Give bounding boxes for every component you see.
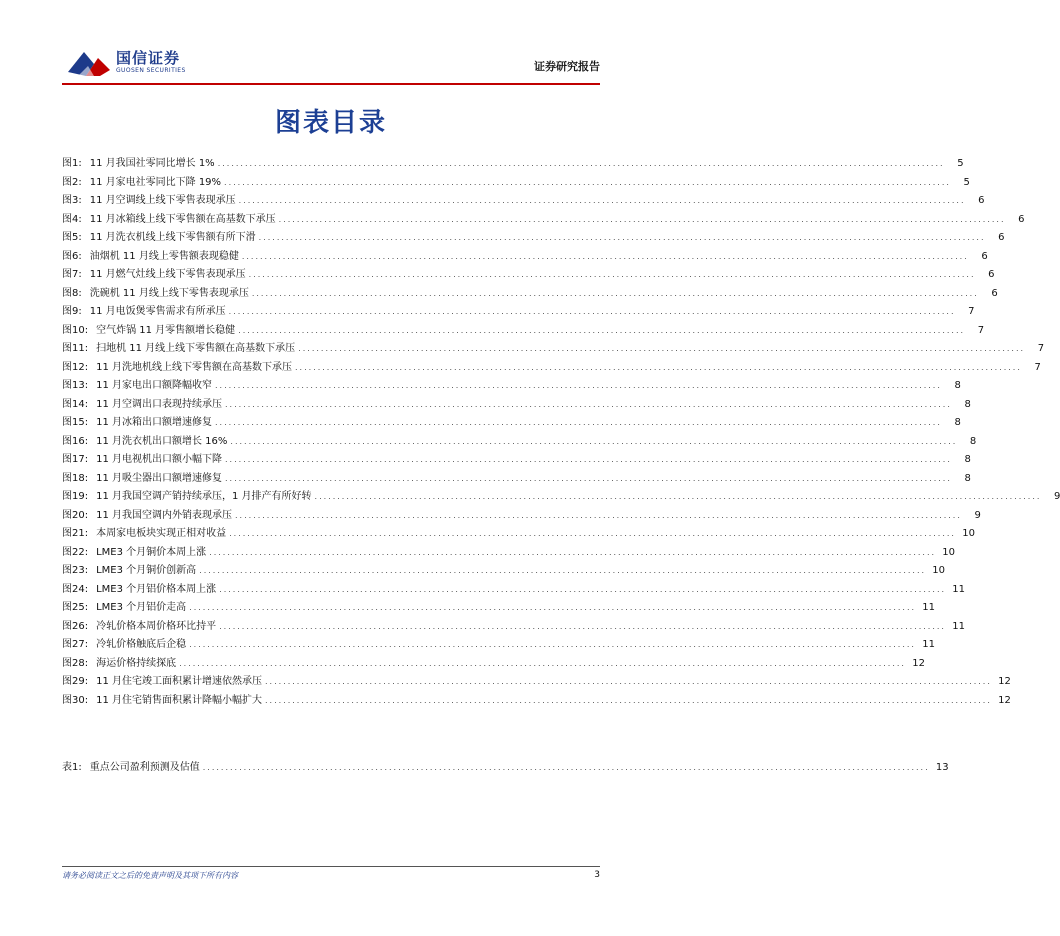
toc-entry-number: 图28:: [62, 657, 89, 669]
toc-entry-title: 洗碗机 11 月线上线下零售表现承压: [89, 287, 249, 299]
toc-entry[interactable]: [62, 598, 936, 617]
toc-entry-page: 10: [932, 565, 946, 576]
toc-entry-number: 图6:: [62, 250, 82, 262]
toc-entry-page: 11: [922, 639, 935, 650]
toc-entry-page: 8: [969, 435, 977, 447]
toc-entry-title: 11 月洗衣机线上线下零售额有所下滑: [89, 232, 256, 243]
toc-dot-leader: ................................................................................................................................................................: [189, 603, 917, 612]
toc-entry-title: 11 月我国空调产销持续承压，1 月排产有所好转: [96, 491, 312, 502]
toc-entry[interactable]: [62, 191, 985, 210]
table-list: [62, 758, 949, 777]
toc-entry-number: 图30:: [62, 694, 89, 706]
toc-entry-page: 12: [912, 657, 925, 669]
toc-entry-page: 8: [964, 454, 971, 465]
toc-entry[interactable]: [62, 450, 971, 469]
toc-entry-page: 6: [981, 250, 988, 262]
toc-entry-title: 11 月吸尘器出口额增速修复: [96, 472, 222, 484]
toc-entry-number: 图26:: [62, 620, 89, 632]
toc-entry-page: 7: [1034, 361, 1041, 373]
toc-dot-leader: ................................................................................................................................................................: [228, 307, 956, 316]
toc-entry-title: LME3 个月铝价格本周上涨: [96, 583, 217, 595]
toc-dot-leader: ................................................................................................................................................................: [248, 270, 976, 279]
toc-dot-leader: ................................................................................................................................................................: [314, 492, 1042, 501]
toc-entry[interactable]: [62, 247, 988, 266]
toc-entry[interactable]: [62, 672, 1011, 691]
toc-entry[interactable]: [62, 469, 971, 488]
header-divider: [62, 83, 600, 85]
toc-entry[interactable]: [62, 654, 925, 673]
toc-dot-leader: ................................................................................................................................................................: [295, 362, 1022, 372]
toc-entry-page: 8: [954, 417, 961, 428]
toc-entry-page: 6: [998, 232, 1005, 243]
toc-entry[interactable]: [62, 284, 998, 303]
toc-entry-page: 8: [964, 472, 971, 484]
toc-dot-leader: ................................................................................................................................................................: [199, 566, 927, 575]
toc-entry-number: 图3:: [62, 195, 82, 206]
toc-entry-page: 8: [964, 398, 971, 410]
toc-dot-leader: ................................................................................................................................................................: [215, 381, 942, 390]
toc-dot-leader: ................................................................................................................................................................: [217, 159, 945, 168]
toc-entry-title: 11 月洗地机线上线下零售额在高基数下承压: [96, 361, 292, 373]
toc-entry[interactable]: [62, 758, 949, 777]
toc-entry-number: 图8:: [62, 287, 82, 299]
toc-entry-title: LME3 个月铜价本周上涨: [96, 546, 207, 558]
toc-entry-number: 图22:: [62, 546, 89, 558]
toc-entry[interactable]: [62, 376, 961, 395]
toc-entry-page: 6: [988, 269, 995, 280]
toc-entry-number: 图15:: [62, 417, 89, 428]
figure-list: [62, 154, 1060, 709]
toc-entry-page: 13: [935, 762, 949, 773]
toc-entry[interactable]: [62, 617, 965, 636]
toc-dot-leader: ................................................................................................................................................................: [265, 695, 992, 705]
toc-entry-number: 图7:: [62, 269, 82, 280]
toc-entry-number: 图1:: [62, 158, 82, 169]
toc-entry-page: 10: [942, 546, 956, 558]
toc-entry-title: 11 月住宅竣工面积累计增速依然承压: [96, 676, 262, 687]
toc-entry-number: 图13:: [62, 380, 89, 391]
toc-entry-page: 9: [974, 509, 981, 521]
toc-entry-page: 10: [962, 528, 975, 539]
toc-entry[interactable]: [62, 210, 1025, 229]
page-title: 图表目录: [274, 108, 387, 138]
toc-entry[interactable]: [62, 358, 1041, 377]
toc-entry-page: 7: [1037, 343, 1045, 354]
toc-entry-number: 图12:: [62, 361, 89, 373]
toc-entry-title: 本周家电板块实现正相对收益: [96, 528, 227, 539]
toc-dot-leader: ................................................................................................................................................................: [225, 473, 952, 483]
toc-entry-number: 图18:: [62, 472, 89, 484]
toc-entry[interactable]: [62, 506, 981, 525]
toc-entry[interactable]: [62, 413, 961, 432]
toc-entry-page: 7: [977, 324, 985, 336]
toc-entry-title: 11 月空调线上线下零售表现承压: [89, 195, 236, 206]
toc-dot-leader: ................................................................................................................................................................: [189, 640, 916, 649]
toc-entry-page: 8: [954, 380, 961, 391]
toc-entry-title: 11 月家电出口额降幅收窄: [96, 380, 212, 391]
toc-dot-leader: ................................................................................................................................................................: [238, 196, 966, 205]
toc-entry-number: 图23:: [62, 565, 89, 576]
toc-entry-number: 图5:: [62, 232, 82, 243]
toc-entry-title: 海运价格持续探底: [96, 657, 177, 669]
toc-entry-page: 11: [952, 583, 966, 595]
toc-entry-title: 冷轧价格本周价格环比持平: [96, 620, 217, 632]
toc-entry-page: 7: [968, 306, 975, 317]
toc-dot-leader: ................................................................................................................................................................: [251, 288, 979, 298]
toc-entry-number: 表1:: [62, 762, 82, 773]
toc-entry[interactable]: [62, 561, 946, 580]
toc-dot-leader: ................................................................................................................................................................: [215, 418, 942, 427]
toc-entry[interactable]: [62, 432, 977, 451]
toc-entry-title: 空气炸锅 11 月零售额增长稳健: [96, 324, 236, 336]
toc-entry-page: 6: [978, 195, 985, 206]
toc-entry-title: 11 月燃气灶线上线下零售表现承压: [89, 269, 246, 280]
report-type-label: 证券研究报告: [534, 60, 600, 73]
toc-dot-leader: ................................................................................................................................................................: [278, 214, 1006, 224]
toc-entry-title: 11 月我国社零同比增长 1%: [89, 158, 215, 169]
toc-entry-number: 图16:: [62, 435, 89, 447]
toc-entry[interactable]: [62, 265, 995, 284]
toc-entry[interactable]: [62, 339, 1045, 358]
toc-entry-number: 图10:: [62, 324, 89, 336]
toc-entry-title: 11 月电视机出口额小幅下降: [96, 454, 222, 465]
toc-entry-page: 6: [1018, 213, 1025, 225]
toc-entry-page: 12: [998, 676, 1011, 687]
toc-entry-title: 油烟机 11 月线上零售额表现稳健: [89, 250, 239, 262]
toc-entry-title: 扫地机 11 月线上线下零售额在高基数下承压: [96, 343, 296, 354]
toc-dot-leader: ................................................................................................................................................................: [219, 584, 947, 594]
toc-entry[interactable]: [62, 635, 935, 654]
toc-entry-number: 图19:: [62, 491, 89, 502]
toc-dot-leader: ................................................................................................................................................................: [225, 399, 952, 409]
toc-dot-leader: ................................................................................................................................................................: [298, 344, 1026, 353]
toc-dot-leader: ................................................................................................................................................................: [258, 233, 986, 242]
toc-entry[interactable]: [62, 321, 985, 340]
toc-entry[interactable]: [62, 154, 964, 173]
toc-entry-page: 6: [991, 287, 998, 299]
toc-dot-leader: ................................................................................................................................................................: [209, 547, 937, 557]
toc-dot-leader: ................................................................................................................................................................: [238, 325, 966, 335]
toc-dot-leader: ................................................................................................................................................................: [202, 763, 930, 772]
toc-entry-title: 11 月洗衣机出口额增长 16%: [96, 435, 228, 447]
toc-entry[interactable]: [62, 487, 1060, 506]
toc-entry[interactable]: [62, 302, 975, 321]
toc-entry-number: 图27:: [62, 639, 89, 650]
toc-entry[interactable]: [62, 228, 1005, 247]
toc-entry-number: 图17:: [62, 454, 89, 465]
toc-dot-leader: ................................................................................................................................................................: [229, 529, 956, 538]
toc-entry[interactable]: [62, 395, 971, 414]
toc-entry-number: 图29:: [62, 676, 89, 687]
toc-entry-number: 图14:: [62, 398, 89, 410]
toc-entry-title: 11 月家电社零同比下降 19%: [89, 176, 222, 188]
page-number: 3: [594, 870, 600, 880]
footer-divider: [62, 866, 600, 867]
toc-entry-number: 图2:: [62, 176, 82, 188]
toc-entry-title: 11 月冰箱出口额增速修复: [96, 417, 212, 428]
toc-entry[interactable]: [62, 173, 970, 192]
toc-entry-title: 11 月冰箱线上线下零售额在高基数下承压: [89, 213, 276, 225]
toc-entry-number: 图25:: [62, 602, 89, 613]
toc-dot-leader: ................................................................................................................................................................: [241, 251, 969, 261]
toc-dot-leader: ................................................................................................................................................................: [230, 436, 958, 446]
toc-dot-leader: ................................................................................................................................................................: [219, 621, 946, 631]
toc-entry-number: 图24:: [62, 583, 89, 595]
toc-entry[interactable]: [62, 580, 966, 599]
toc-entry-number: 图4:: [62, 213, 82, 225]
toc-entry[interactable]: [62, 543, 956, 562]
toc-entry[interactable]: [62, 524, 975, 543]
guosen-logo-icon: [64, 46, 112, 80]
toc-entry-title: 冷轧价格触底后企稳: [96, 639, 187, 650]
toc-entry-page: 12: [998, 694, 1011, 706]
toc-entry-page: 5: [963, 176, 970, 188]
page-header: [62, 44, 602, 80]
toc-dot-leader: ................................................................................................................................................................: [225, 455, 952, 464]
toc-entry-title: 11 月住宅销售面积累计降幅小幅扩大: [96, 694, 262, 706]
toc-entry-number: 图9:: [62, 306, 82, 317]
toc-entry[interactable]: [62, 691, 1011, 710]
toc-entry-title: 重点公司盈利预测及估值: [89, 762, 200, 773]
brand-name-cn: 国信证券: [116, 49, 181, 67]
toc-entry-page: 9: [1054, 491, 1060, 502]
toc-dot-leader: ................................................................................................................................................................: [265, 677, 992, 686]
toc-entry-title: LME3 个月铝价走高: [96, 602, 187, 613]
toc-entry-number: 图11:: [62, 343, 89, 354]
toc-entry-page: 11: [922, 602, 936, 613]
disclaimer-note: 请务必阅读正文之后的免责声明及其项下所有内容: [62, 871, 238, 880]
toc-entry-title: 11 月空调出口表现持续承压: [96, 398, 222, 410]
toc-entry-title: 11 月我国空调内外销表现承压: [96, 509, 232, 521]
toc-dot-leader: ................................................................................................................................................................: [235, 510, 962, 520]
toc-entry-title: 11 月电饭煲零售需求有所承压: [89, 306, 226, 317]
toc-dot-leader: ................................................................................................................................................................: [224, 177, 951, 187]
brand-name-en: GUOSEN SECURITIES: [116, 67, 186, 74]
toc-dot-leader: ................................................................................................................................................................: [179, 658, 906, 668]
toc-entry-number: 图20:: [62, 509, 89, 521]
toc-entry-page: 11: [952, 620, 965, 632]
toc-entry-number: 图21:: [62, 528, 89, 539]
toc-entry-page: 5: [957, 158, 964, 169]
toc-entry-title: LME3 个月铜价创新高: [96, 565, 197, 576]
